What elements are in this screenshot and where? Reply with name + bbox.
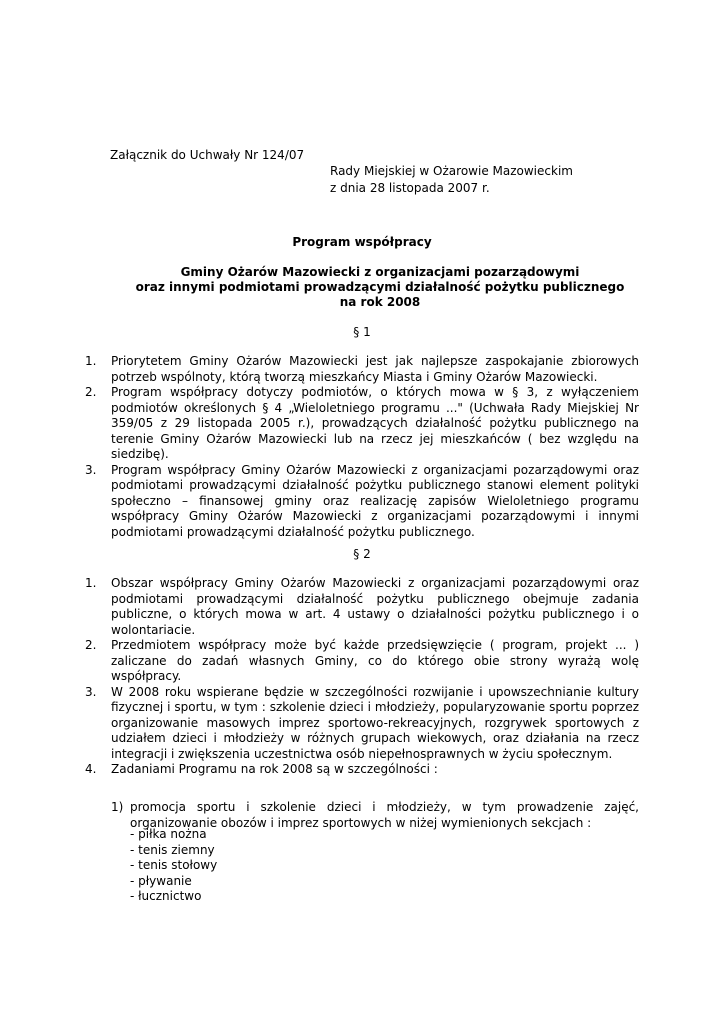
sublist-item-text: promocja sportu i szkolenie dzieci i młodzieży, w tym prowadzenie zajęć, organizowanie obozów i imprez sportowych w niżej wymienionych sekcjach : <box>130 800 639 830</box>
section-2-sign: § 2 <box>353 547 371 561</box>
list-item-text: W 2008 roku wspierane będzie w szczególności rozwijanie i upowszechnianie kultury fizycznej i sportu, w tym : szkolenie dzieci i młodzieży, popularyzowanie sportu poprzez organizowanie masowych imprez sportowo-rekreacyjnych, rozgrywek sportowych z udziałem dzieci i młodzieży w różnych grupach wiekowych, oraz działania na rzecz integracji i zwiększenia uczestnictwa osób niepełnosprawnych w życiu społecznym. <box>111 684 639 761</box>
list-item-number: 2. <box>85 638 97 652</box>
list-item <box>85 354 639 385</box>
list-item-text: Przedmiotem współpracy może być każde przedsięwzięcie ( program, projekt ... ) zaliczane do zadań własnych Gminy, co do którego obie strony wyrażą wolę współpracy. <box>111 638 639 683</box>
sublist-item-number: 1) <box>111 800 124 814</box>
section-2-list <box>85 576 639 778</box>
sport-item: - tenis ziemny <box>130 842 215 857</box>
list-item <box>85 638 639 685</box>
list-item-number: 1. <box>85 354 97 368</box>
section-1-sign: § 1 <box>353 325 371 339</box>
list-item <box>85 576 639 638</box>
list-item-number: 4. <box>85 762 97 776</box>
sport-item: - pływanie <box>130 873 192 888</box>
attachment-line: Załącznik do Uchwały Nr 124/07 <box>110 148 305 162</box>
list-item <box>85 762 639 778</box>
resolution-reference <box>330 163 573 197</box>
sports-sections-list <box>130 827 217 905</box>
list-item-number: 2. <box>85 385 97 399</box>
council-line: Rady Miejskiej w Ożarowie Mazowieckim <box>330 164 573 178</box>
list-item-text: Program współpracy dotyczy podmiotów, o których mowa w § 3, z wyłączeniem podmiotów określonych § 4 „Wieloletniego programu ..." (Uchwała Rady Miejskiej Nr 359/05 z 29 listopada 2005 r.), prowadzących działalność pożytku publicznego na terenie Gminy Ożarów Mazowiecki lub na rzecz jej mieszkańców ( bez względu na siedzibę). <box>111 385 639 461</box>
list-item <box>85 463 639 541</box>
sport-item: - tenis stołowy <box>130 858 218 872</box>
document-title: Program współpracy <box>292 235 432 249</box>
list-item-text: Obszar współpracy Gminy Ożarów Mazowiecki z organizacjami pozarządowymi oraz podmiotami prowadzącymi działalność pożytku publicznego obejmuje zadania publiczne, o których mowa w art. 4 ustawy o działalności pożytku publicznego i o wolontariacie. <box>111 576 639 637</box>
list-item <box>85 385 639 463</box>
list-item-number: 3. <box>85 462 97 477</box>
list-item-number: 3. <box>85 684 97 699</box>
list-item-text: Zadaniami Programu na rok 2008 są w szczególności : <box>111 762 438 776</box>
subtitle-line: Gminy Ożarów Mazowiecki z organizacjami pozarządowymi <box>180 265 580 279</box>
subtitle-line: oraz innymi podmiotami prowadzącymi działalność pożytku publicznego <box>135 280 625 294</box>
list-item <box>85 685 639 763</box>
sport-item: - piłka nożna <box>130 827 207 841</box>
sport-item: - łucznictwo <box>130 889 202 903</box>
date-line: z dnia 28 listopada 2007 r. <box>330 181 490 195</box>
list-item-text: Priorytetem Gminy Ożarów Mazowiecki jest jak najlepsze zaspokajanie zbiorowych potrzeb wspólnoty, którą tworzą mieszkańcy Miasta i Gminy Ożarów Mazowiecki. <box>111 354 639 384</box>
section-1-list <box>85 354 639 540</box>
list-item-text: Program współpracy Gminy Ożarów Mazowiecki z organizacjami pozarządowymi oraz podmiotami prowadzącymi działalność pożytku publicznego stanowi element polityki społeczno – finansowej gminy oraz realizację zapisów Wieloletniego programu współpracy Gminy Ożarów Mazowiecki z organizacjami pozarządowymi i innymi podmiotami prowadzącymi działalność pożytku publicznego. <box>111 462 639 539</box>
subtitle-line: na rok 2008 <box>339 295 421 309</box>
document-subtitle <box>90 265 670 310</box>
list-item-number: 1. <box>85 576 97 590</box>
